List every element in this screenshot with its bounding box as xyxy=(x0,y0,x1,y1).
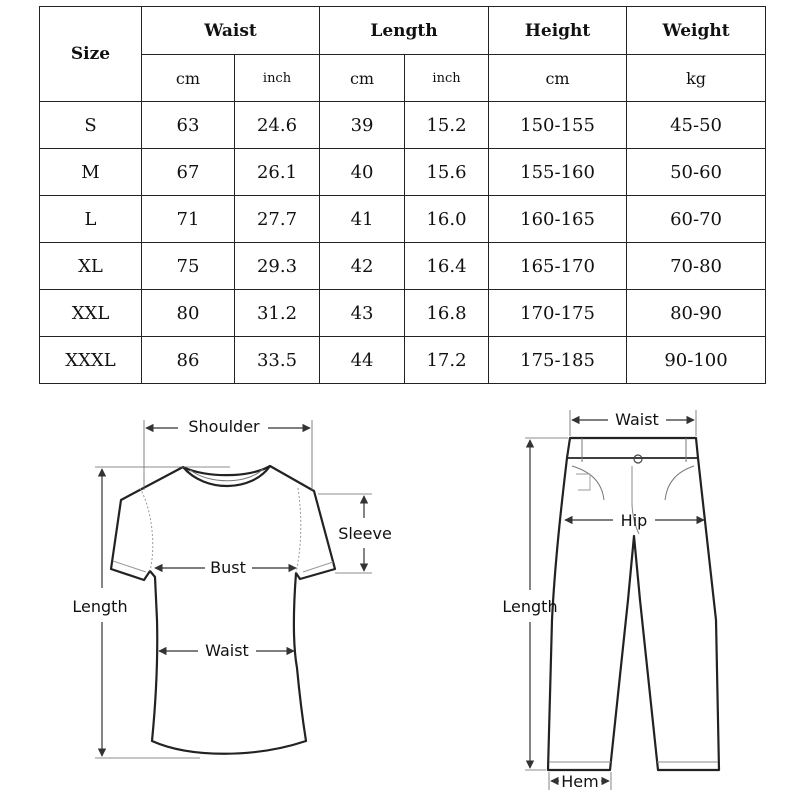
cell-length-cm: 40 xyxy=(320,149,405,196)
cell-height: 175-185 xyxy=(489,337,627,384)
cell-waist-cm: 67 xyxy=(142,149,235,196)
cell-waist-inch: 33.5 xyxy=(235,337,320,384)
unit-length-inch: inch xyxy=(405,55,489,102)
cell-length-inch: 17.2 xyxy=(405,337,489,384)
cell-weight: 80-90 xyxy=(627,290,766,337)
header-size: Size xyxy=(40,7,142,102)
cell-weight: 90-100 xyxy=(627,337,766,384)
unit-height-cm: cm xyxy=(489,55,627,102)
cell-waist-cm: 71 xyxy=(142,196,235,243)
cell-length-cm: 43 xyxy=(320,290,405,337)
bust-label: Bust xyxy=(210,558,246,577)
cell-waist-inch: 26.1 xyxy=(235,149,320,196)
cell-waist-cm: 80 xyxy=(142,290,235,337)
cell-weight: 60-70 xyxy=(627,196,766,243)
cell-weight: 70-80 xyxy=(627,243,766,290)
cell-waist-cm: 86 xyxy=(142,337,235,384)
cell-height: 165-170 xyxy=(489,243,627,290)
cell-height: 170-175 xyxy=(489,290,627,337)
cell-waist-inch: 29.3 xyxy=(235,243,320,290)
length-label: Length xyxy=(72,597,128,616)
cell-length-inch: 16.4 xyxy=(405,243,489,290)
cell-length-inch: 15.2 xyxy=(405,102,489,149)
unit-waist-inch: inch xyxy=(235,55,320,102)
cell-height: 160-165 xyxy=(489,196,627,243)
button-icon xyxy=(634,455,642,463)
cell-size: XXL xyxy=(40,290,142,337)
cell-length-inch: 16.8 xyxy=(405,290,489,337)
cell-length-cm: 39 xyxy=(320,102,405,149)
cell-weight: 45-50 xyxy=(627,102,766,149)
pants-waist-label: Waist xyxy=(615,410,659,429)
cell-weight: 50-60 xyxy=(627,149,766,196)
pants-outline xyxy=(548,438,719,770)
pants-pocket-left xyxy=(572,466,604,500)
cell-length-cm: 44 xyxy=(320,337,405,384)
cell-size: M xyxy=(40,149,142,196)
pants-diagram xyxy=(502,410,719,791)
unit-length-cm: cm xyxy=(320,55,405,102)
unit-waist-cm: cm xyxy=(142,55,235,102)
cell-size: S xyxy=(40,102,142,149)
pants-length-label: Length xyxy=(502,597,558,616)
header-height: Height xyxy=(489,7,627,55)
cell-waist-cm: 75 xyxy=(142,243,235,290)
cell-size: XXXL xyxy=(40,337,142,384)
waist-label: Waist xyxy=(205,641,249,660)
hem-label: Hem xyxy=(561,772,599,791)
cell-length-cm: 42 xyxy=(320,243,405,290)
cell-length-inch: 16.0 xyxy=(405,196,489,243)
cell-height: 150-155 xyxy=(489,102,627,149)
cell-size: XL xyxy=(40,243,142,290)
hip-label: Hip xyxy=(620,511,648,530)
cell-waist-inch: 27.7 xyxy=(235,196,320,243)
tshirt-sleeve-seam-left xyxy=(140,488,153,571)
pants-pocket-right xyxy=(665,466,694,500)
cell-length-inch: 15.6 xyxy=(405,149,489,196)
tshirt-sleeve-seam-right xyxy=(296,488,301,573)
cell-waist-inch: 24.6 xyxy=(235,102,320,149)
cell-height: 155-160 xyxy=(489,149,627,196)
header-weight: Weight xyxy=(627,7,766,55)
unit-weight-kg: kg xyxy=(627,55,766,102)
header-waist: Waist xyxy=(142,7,320,55)
pants-coin-pocket xyxy=(576,474,590,490)
shoulder-label: Shoulder xyxy=(188,417,260,436)
tshirt-diagram xyxy=(72,417,391,758)
cell-length-cm: 41 xyxy=(320,196,405,243)
cell-waist-cm: 63 xyxy=(142,102,235,149)
cell-size: L xyxy=(40,196,142,243)
cell-waist-inch: 31.2 xyxy=(235,290,320,337)
sleeve-label: Sleeve xyxy=(338,524,392,543)
tshirt-outline xyxy=(111,466,335,754)
header-length: Length xyxy=(320,7,489,55)
